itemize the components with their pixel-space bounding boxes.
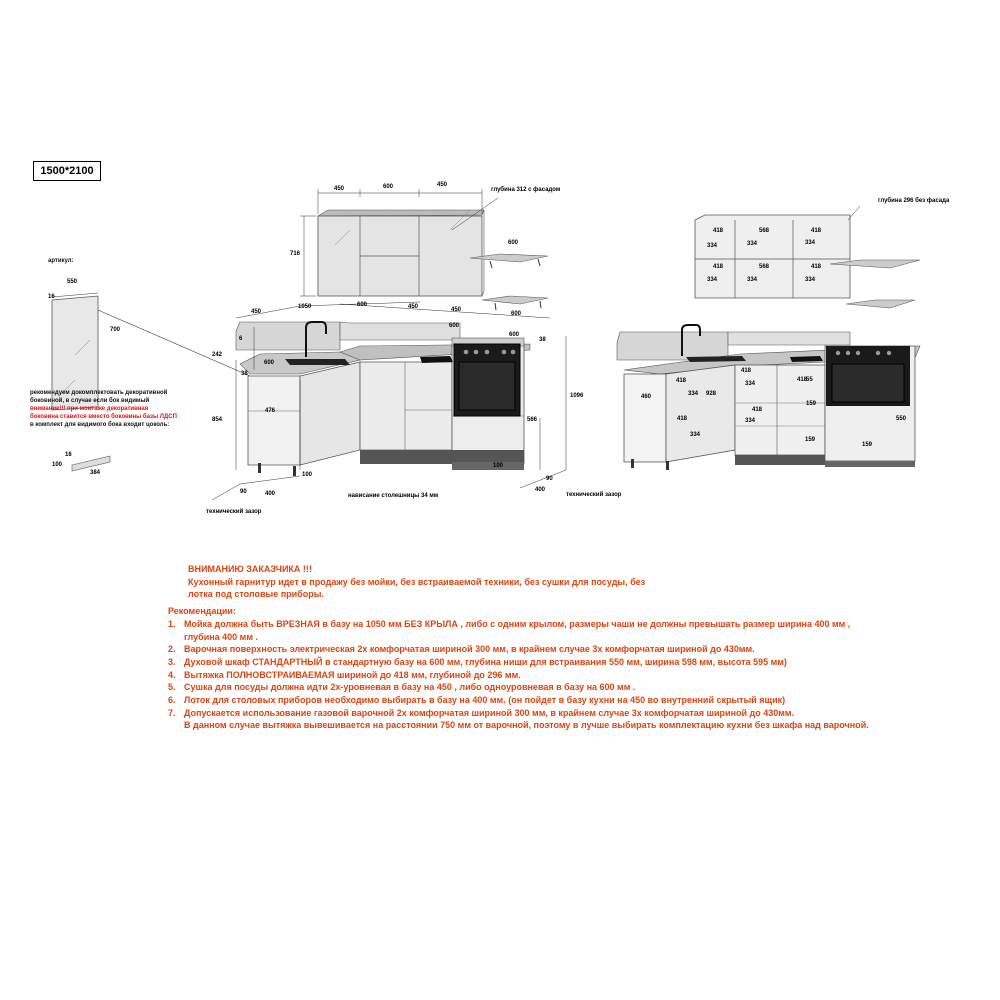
customer-notice — [168, 563, 928, 732]
right-base-cabinets — [617, 325, 920, 470]
plinth-included-note: в комплект для видимого бока входит цоколь: — [30, 422, 170, 428]
dim-w476: 476 — [265, 408, 276, 414]
rec-item-5: 5. Сушка для посуды должна идти 2х-уровневая в базу на 450 , либо одноуровневая в базу на 600 мм . — [168, 682, 636, 693]
dim-g400b: 400 — [535, 487, 546, 493]
rec-item-2: 2. Варочная поверхность электрическая 2х комфорчатая шириной 300 мм, в крайнем случае 3х комфорчатая шириной до 430мм. — [168, 644, 755, 655]
r-l418b: 418 — [677, 416, 688, 422]
dim-b600a: 600 — [357, 302, 368, 308]
article-label: артикул: — [48, 258, 74, 264]
dim-b450: 450 — [251, 309, 262, 315]
dim-b600b: 600 — [511, 311, 522, 317]
recommendation-line-1: рекомендуем докомплектовать декоративной — [30, 390, 168, 396]
r-u334e: 334 — [747, 277, 758, 283]
r-u418b: 418 — [811, 228, 822, 234]
front-base-cabinets — [236, 322, 530, 476]
dim-w38: 38 — [241, 371, 248, 377]
rec-item-7-cont: В данном случае вытяжка вывешивается на расстоянии 750 мм от варочной, поэтому в лучше выбирать комплектацию кухни без шкафа над варочной. — [184, 720, 869, 731]
r-l928: 928 — [706, 391, 717, 397]
dim-top-450b: 450 — [437, 182, 448, 188]
dim-w600: 600 — [264, 360, 275, 366]
r-l418c: 418 — [741, 368, 752, 374]
overhang-note: нависание столешницы 34 мм — [348, 493, 439, 499]
front-upper-cabinets — [318, 198, 548, 310]
rec-item-1: 1. Мойка должна быть ВРЕЗНАЯ в базу на 1050 мм БЕЗ КРЫЛА , либо с одним крылом, размеры чаши не должны превышать размер ширина 400 мм , — [168, 618, 851, 629]
dim-h100a: 100 — [302, 472, 313, 478]
right-depth-note: глубина 296 без фасада — [878, 198, 950, 204]
rec-item-3: 3. Духовой шкаф СТАНДАРТНЫЙ в стандартную базу на 600 мм, глубина ниши для встраивания 550 мм, ширина 598 мм, высота 595 мм) — [168, 656, 787, 667]
right-upper-cabinets — [695, 206, 920, 308]
plinth — [52, 452, 110, 476]
r-l418d: 418 — [752, 407, 763, 413]
size-label: 1500*2100 — [33, 161, 101, 181]
dim-g400a: 400 — [265, 491, 276, 497]
dim-h242: 242 — [212, 352, 223, 358]
rec-item-1-cont: глубина 400 мм . — [184, 631, 258, 642]
r-l334a: 334 — [688, 391, 699, 397]
r-u418a: 418 — [713, 228, 724, 234]
upper-depth-note: глубина 312 с фасадом — [491, 187, 561, 193]
dim-shelf-600: 600 — [508, 240, 519, 246]
dim-b1050: 1050 — [298, 304, 312, 310]
dim-h854: 854 — [212, 417, 223, 423]
rec-item-4: 4. Вытяжка ПОЛНОВСТРАИВАЕМАЯ шириной до 418 мм, глубиной до 296 мм. — [168, 669, 521, 680]
r-u568a: 568 — [759, 228, 770, 234]
r-u418d: 418 — [811, 264, 822, 270]
notice-heading: ВНИМАНИЮ ЗАКАЗЧИКА !!! — [188, 564, 312, 574]
r-l55: 55 — [806, 377, 813, 383]
rec-item-7: 7. Допускается использование газовой варочной 2х комфорчатая шириной 300 мм, в крайнем случае 3х комфорчатая шириной до 430мм. — [168, 707, 795, 718]
r-u334a: 334 — [707, 243, 718, 249]
r-l460: 460 — [641, 394, 652, 400]
r-l418e: 418 — [797, 377, 808, 383]
dim-g90a: 90 — [240, 489, 247, 495]
r-l334c: 334 — [745, 381, 756, 387]
plinth-height: 100 — [52, 462, 63, 468]
recommendation-line-2: боковиной, в случае если бок видимый — [30, 398, 150, 404]
notice-line-2: лотка под столовые приборы. — [188, 589, 324, 600]
recommendations-list — [168, 618, 928, 732]
r-l159a: 159 — [806, 401, 817, 407]
side-panel-thickness: 16 — [48, 294, 55, 300]
dim-top-450a: 450 — [334, 186, 345, 192]
dim-d38: 38 — [539, 337, 546, 343]
r-l159b: 159 — [805, 437, 816, 443]
warning-line-2: боковина ставится вместо боковины базы ЛДСП — [30, 414, 177, 420]
r-u334c: 334 — [805, 240, 816, 246]
gap-right-note: технический зазор — [566, 492, 622, 498]
dim-b450b: 450 — [408, 304, 419, 310]
r-u334d: 334 — [707, 277, 718, 283]
rec-item-6: 6. Лоток для столовых приборов необходимо выбирать в базу на 400 мм. (он пойдет в базу кухни на 450 во внутренний скрытый ящик) — [168, 695, 786, 706]
dim-d600b: 600 — [509, 332, 520, 338]
dim-h100b: 100 — [493, 463, 504, 469]
r-l159c: 159 — [862, 442, 873, 448]
r-u418c: 418 — [713, 264, 724, 270]
dim-upper-height: 716 — [290, 251, 301, 257]
r-u334f: 334 — [805, 277, 816, 283]
dim-h6: 6 — [239, 336, 243, 342]
r-l550: 550 — [896, 416, 907, 422]
gap-left-note: технический зазор — [206, 509, 262, 515]
r-l334b: 334 — [690, 432, 701, 438]
plinth-thickness: 16 — [65, 452, 72, 458]
notice-line-1: Кухонный гарнитур идет в продажу без мойки, без встраиваемой техники, без сушки для посуды, без — [188, 576, 646, 587]
r-l418a: 418 — [676, 378, 687, 384]
r-u568b: 568 — [759, 264, 770, 270]
r-u334b: 334 — [747, 241, 758, 247]
dim-d600: 600 — [449, 323, 460, 329]
warning-line-1: внимание!!! при монтаже декоративная — [30, 406, 149, 412]
side-panel-width: 550 — [67, 279, 78, 285]
recommendations-title: Рекомендации: — [168, 606, 236, 617]
dim-h566: 566 — [527, 417, 538, 423]
dim-top-600: 600 — [383, 184, 394, 190]
r-l334d: 334 — [745, 418, 756, 424]
side-panel-height: 700 — [110, 327, 121, 333]
dim-g90b: 90 — [546, 476, 553, 482]
dim-b450c: 450 — [451, 307, 462, 313]
plinth-width: 384 — [90, 470, 101, 476]
dim-h1096: 1096 — [570, 393, 584, 399]
